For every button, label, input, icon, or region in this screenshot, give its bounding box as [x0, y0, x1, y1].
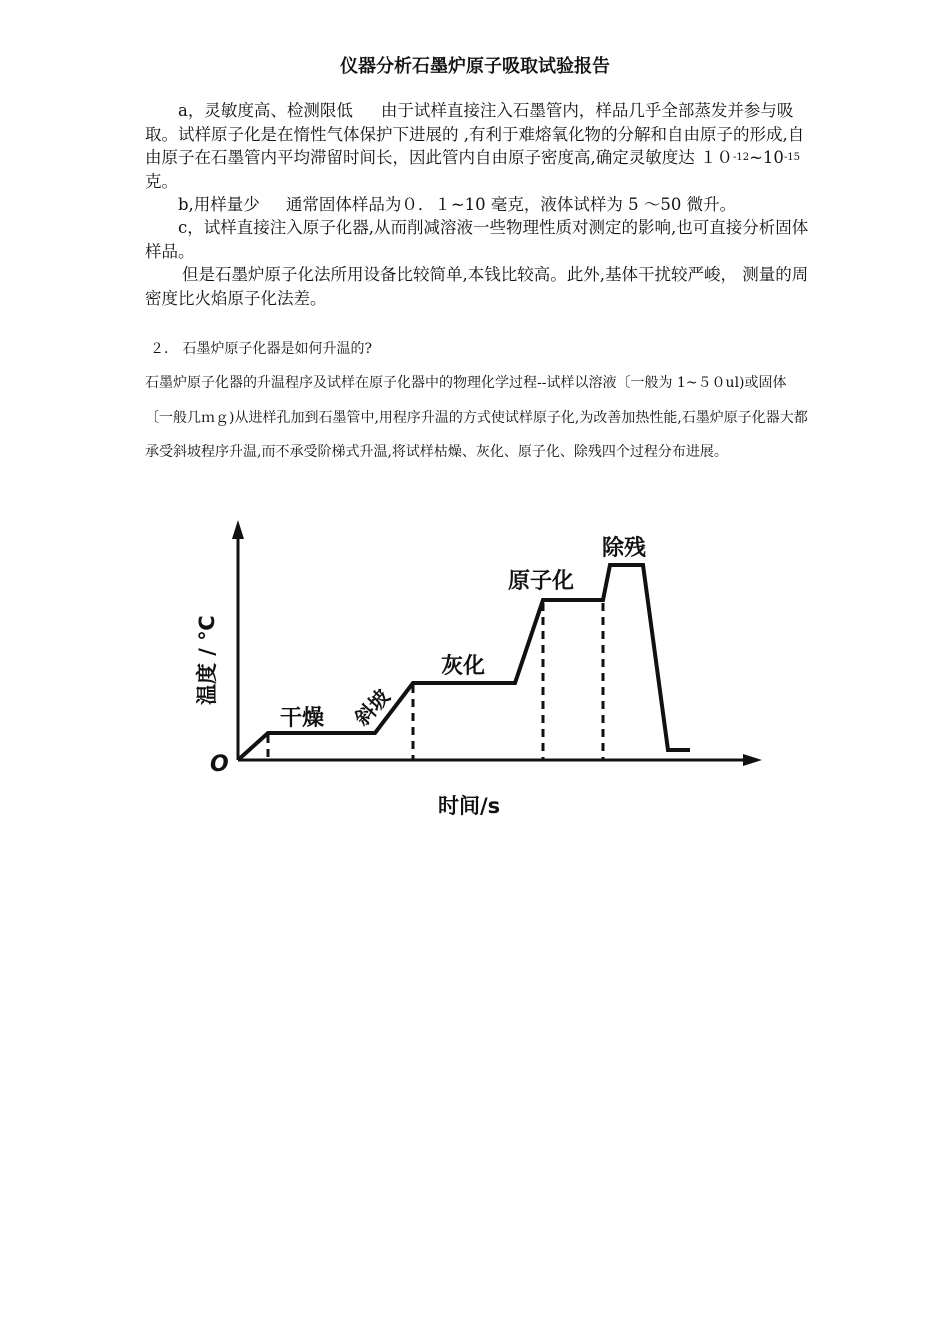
paragraph-a — [145, 99, 810, 193]
paragraph-b-label: b,用样量少 — [178, 195, 260, 214]
paragraph-d: 但是石墨炉原子化法所用设备比较简单,本钱比较高。此外,基体干扰较严峻， 测量的周密度比火焰原子化法差。 — [145, 265, 809, 308]
document-title: 仪器分析石墨炉原子吸取试验报告 — [340, 56, 610, 77]
stage-label-ashing: 灰化 — [441, 654, 486, 679]
question-2-title: ２． 石墨炉原子化器是如何升温的? — [150, 341, 372, 357]
y-axis-arrow-icon — [232, 520, 244, 539]
exponent-2: -15 — [783, 152, 801, 163]
paragraph-a-end: 克。 — [145, 171, 178, 191]
x-axis-arrow-icon — [743, 754, 762, 766]
paragraph-a-text: 由于试样直接注入石墨管内，样品几乎全部蒸发并参与吸取。试样原子化是在惰性气体保护下进展的 ,有利于难熔氧化物的分解和自由原子的形成,自由原子在石墨管内平均滞留时间长，因此管内自由原子密度高,确定灵敏度达 １０ — [145, 101, 805, 167]
question-2-body: 石墨炉原子化器的升温程序及试样在原子化器中的物理化学过程--试样以溶液〔一般为 1~５０ul)或固体〔一般几ｍｇ)从进样孔加到石墨管中,用程序升温的方式使试样原子化,为改善加热性能,石墨炉原子化器大都承受斜坡程序升温,而不承受阶梯式升温,将试样枯燥、灰化、原子化、除残四个过程分布进展。 — [145, 375, 808, 460]
origin-label: O — [210, 752, 229, 777]
stage-label-ramp: 斜坡 — [349, 684, 395, 731]
x-axis-label: 时间/s — [438, 794, 501, 818]
paragraph-a-mid: ~10 — [749, 148, 784, 167]
paragraph-c: c，试样直接注入原子化器,从而削减溶液一些物理性质对测定的影响,也可直接分析固体样品。 — [145, 218, 809, 261]
paragraph-a-label: a，灵敏度高、检测限低 — [178, 101, 353, 120]
temperature-program-figure — [195, 515, 760, 835]
y-axis-label: 温度 / ℃ — [195, 615, 219, 705]
stage-label-drying: 干燥 — [280, 706, 325, 731]
paragraph-b-text: 通常固体样品为０．１~10 毫克，液体试样为 5 ～50 微升。 — [285, 195, 737, 214]
stage-label-cleaning: 除残 — [602, 536, 647, 561]
stage-label-atomization: 原子化 — [508, 569, 575, 594]
paragraph-b — [145, 193, 810, 217]
exponent-1: -12 — [733, 152, 750, 163]
